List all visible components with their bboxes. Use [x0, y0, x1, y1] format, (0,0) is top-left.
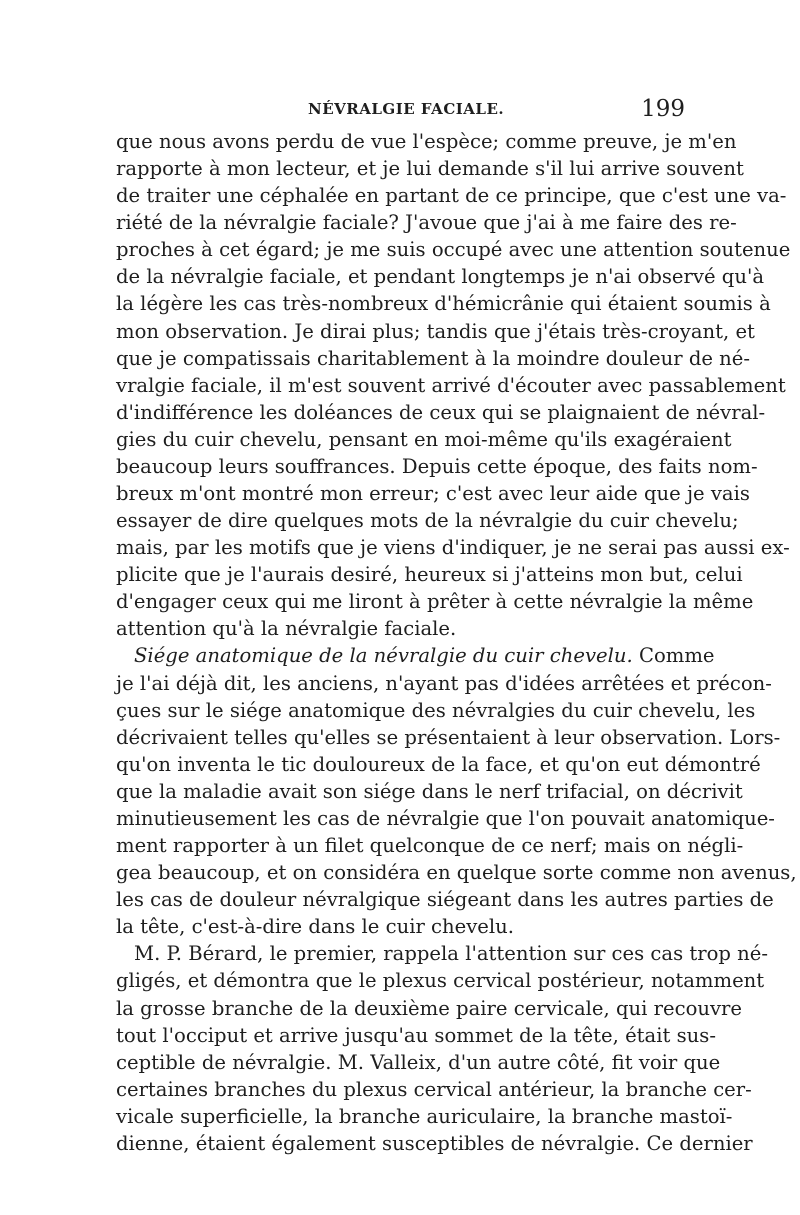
text-line: minutieusement les cas de névralgie que l'on pouvait anatomique- [116, 806, 775, 830]
text-line: d'indifférence les doléances de ceux qui se plaignaient de névral- [116, 400, 766, 424]
text-line: rapporte à mon lecteur, et je lui demande s'il lui arrive souvent [116, 157, 744, 181]
text-line: la tête, c'est-à-dire dans le cuir chevelu. [116, 915, 515, 939]
paragraph [116, 940, 768, 1157]
text-line: ment rapporter à un filet quelconque de ce nerf; mais on négli- [116, 834, 744, 858]
text-line: çues sur le siége anatomique des névralgies du cuir chevelu, les [116, 698, 756, 722]
text-line: proches à cet égard; je me suis occupé avec une attention soutenue [116, 238, 791, 262]
text-line: mon observation. Je dirai plus; tandis que j'étais très-croyant, et [116, 319, 755, 343]
text-line: mais, par les motifs que je viens d'indiquer, je ne serai pas aussi ex- [116, 536, 790, 560]
heading-continuation: Comme [638, 644, 715, 668]
text-line: qu'on inventa le tic douloureux de la face, et qu'on eut démontré [116, 752, 761, 776]
section-heading: Siége anatomique de la névralgie du cuir chevelu. [134, 644, 633, 668]
text-line: la légère les cas très-nombreux d'hémicrânie qui étaient soumis à [116, 292, 771, 316]
text-line: gligés, et démontra que le plexus cervical postérieur, notamment [116, 969, 765, 993]
text-line: je l'ai déjà dit, les anciens, n'ayant pas d'idées arrêtées et précon- [116, 671, 772, 695]
paragraph [116, 642, 797, 940]
text-line: gea beaucoup, et on considéra en quelque sorte comme non avenus, [116, 861, 797, 885]
text-line: vralgie faciale, il m'est souvent arrivé d'écouter avec passablement [116, 373, 786, 397]
text-line: dienne, étaient également susceptibles de névralgie. Ce dernier [116, 1131, 753, 1155]
paragraph [116, 128, 791, 642]
page-number: 199 [641, 96, 685, 122]
text-line: de traiter une céphalée en partant de ce principe, que c'est une va- [116, 184, 787, 208]
running-title: NÉVRALGIE FACIALE. [308, 100, 505, 118]
text-line: que je compatissais charitablement à la moindre douleur de né- [116, 346, 751, 370]
text-line: riété de la névralgie faciale? J'avoue que j'ai à me faire des re- [116, 211, 737, 235]
text-line: tout l'occiput et arrive jusqu'au sommet de la tête, était sus- [116, 1023, 716, 1047]
text-line: essayer de dire quelques mots de la névralgie du cuir chevelu; [116, 509, 739, 533]
text-line: beaucoup leurs souffrances. Depuis cette époque, des faits nom- [116, 454, 758, 478]
text-line: breux m'ont montré mon erreur; c'est avec leur aide que je vais [116, 482, 750, 506]
text-line: la grosse branche de la deuxième paire cervicale, qui recouvre [116, 996, 743, 1020]
text-line: que la maladie avait son siége dans le nerf trifacial, on décrivit [116, 779, 743, 803]
text-line: plicite que je l'aurais desiré, heureux si j'atteins mon but, celui [116, 563, 743, 587]
text-line: gies du cuir chevelu, pensant en moi-même qu'ils exagéraient [116, 427, 732, 451]
text-line: de la névralgie faciale, et pendant longtemps je n'ai observé qu'à [116, 265, 765, 289]
text-line [116, 642, 715, 669]
text-line: vicale superficielle, la branche auriculaire, la branche mastoï- [116, 1104, 733, 1128]
text-line: M. P. Bérard, le premier, rappela l'attention sur ces cas trop né- [134, 942, 768, 966]
text-line: décrivaient telles qu'elles se présentaient à leur observation. Lors- [116, 725, 781, 749]
page-header [110, 96, 685, 126]
text-line: d'engager ceux qui me liront à prêter à cette névralgie la même [116, 590, 754, 614]
body-text [116, 128, 797, 1157]
text-line: attention qu'à la névralgie faciale. [116, 617, 457, 641]
text-line: certaines branches du plexus cervical antérieur, la branche cer- [116, 1077, 752, 1101]
text-line: ceptible de névralgie. M. Valleix, d'un autre côté, fit voir que [116, 1050, 721, 1074]
text-line: les cas de douleur névralgique siégeant dans les autres parties de [116, 888, 774, 912]
text-line: que nous avons perdu de vue l'espèce; comme preuve, je m'en [116, 130, 737, 153]
